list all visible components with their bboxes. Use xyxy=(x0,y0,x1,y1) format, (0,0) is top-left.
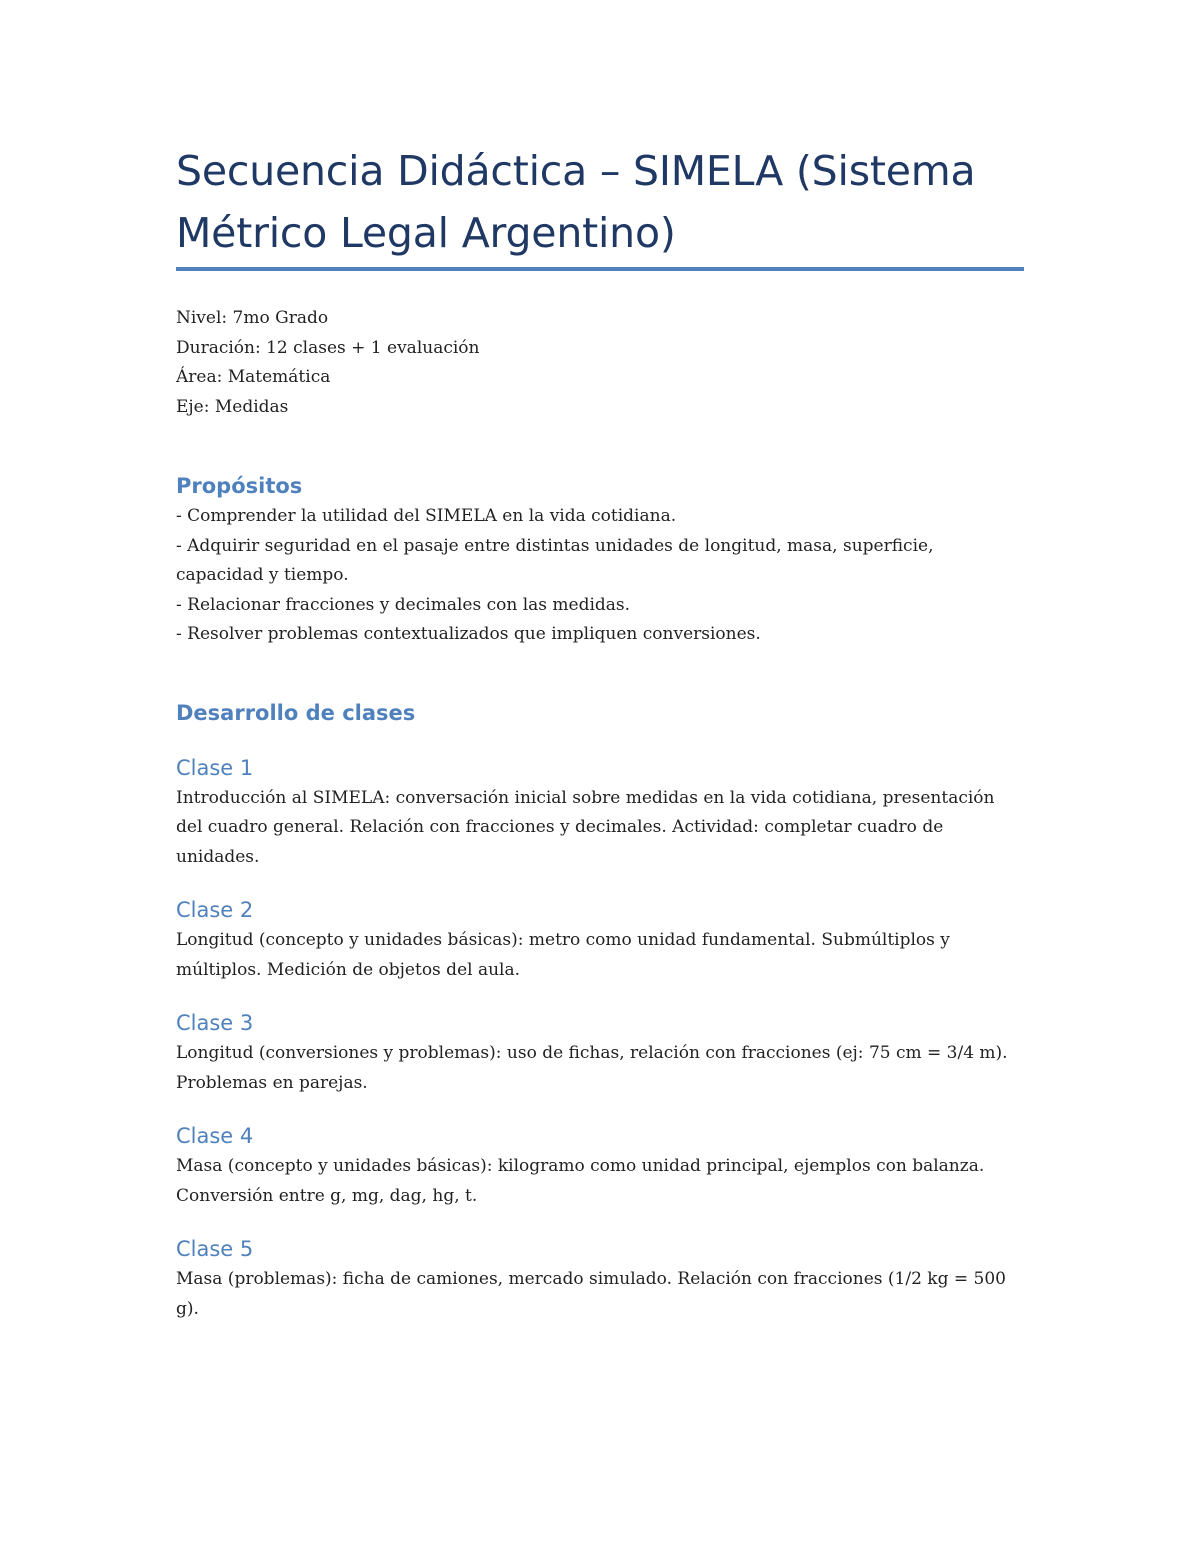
document-title: Secuencia Didáctica – SIMELA (Sistema Métrico Legal Argentino) xyxy=(176,147,976,257)
class-4-section xyxy=(176,1120,1026,1211)
class-4-text: Masa (concepto y unidades básicas): kilogramo como unidad principal, ejemplos con balanza. Conversión entre g, mg, dag, hg, t. xyxy=(176,1156,985,1206)
class-2-title: Clase 2 xyxy=(176,898,254,922)
title-underline xyxy=(176,267,1024,271)
purpose-item: - Adquirir seguridad en el pasaje entre distintas unidades de longitud, masa, superficie, capacidad y tiempo. xyxy=(176,535,934,585)
class-2-text: Longitud (concepto y unidades básicas): metro como unidad fundamental. Submúltiplos y múltiplos. Medición de objetos del aula. xyxy=(176,930,950,980)
purposes-heading: Propósitos xyxy=(176,474,303,498)
class-3-text: Longitud (conversiones y problemas): uso de fichas, relación con fracciones (ej: 75 cm = 3/4 m). Problemas en parejas. xyxy=(176,1043,1008,1093)
meta-level: Nivel: 7mo Grado xyxy=(176,308,329,328)
class-2-section xyxy=(176,894,1026,985)
class-5-text: Masa (problemas): ficha de camiones, mercado simulado. Relación con fracciones (1/2 kg = 500 g). xyxy=(176,1269,1006,1319)
purpose-item: - Comprender la utilidad del SIMELA en la vida cotidiana. xyxy=(176,506,677,526)
document-page xyxy=(176,140,1026,1324)
class-1-text: Introducción al SIMELA: conversación inicial sobre medidas en la vida cotidiana, presentación del cuadro general. Relación con fracciones y decimales. Actividad: completar cuadro de unidades. xyxy=(176,787,995,867)
meta-block xyxy=(176,304,1026,422)
class-3-title: Clase 3 xyxy=(176,1011,254,1035)
class-4-title: Clase 4 xyxy=(176,1124,254,1148)
class-3-section xyxy=(176,1007,1026,1098)
class-5-title: Clase 5 xyxy=(176,1237,254,1261)
meta-duration: Duración: 12 clases + 1 evaluación xyxy=(176,337,480,358)
class-1-title: Clase 1 xyxy=(176,755,254,780)
development-heading: Desarrollo de clases xyxy=(176,700,416,725)
meta-axis: Eje: Medidas xyxy=(176,396,289,417)
class-5-section xyxy=(176,1233,1026,1324)
class-1-section xyxy=(176,752,1026,873)
purposes-list xyxy=(176,502,1026,650)
purpose-item: - Resolver problemas contextualizados que impliquen conversiones. xyxy=(176,624,761,644)
meta-area: Área: Matemática xyxy=(176,367,331,387)
purpose-item: - Relacionar fracciones y decimales con las medidas. xyxy=(176,594,631,615)
